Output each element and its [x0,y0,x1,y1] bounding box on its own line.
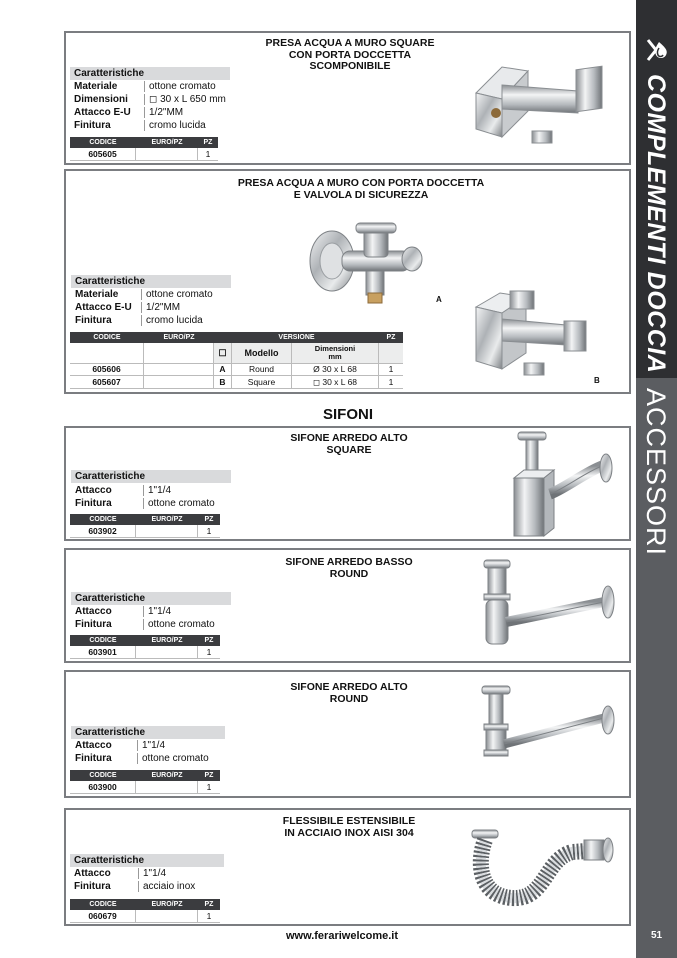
product-title: SIFONE ARREDO ALTO ROUND [290,681,408,705]
section-title: SIFONI [322,406,373,423]
sidebar-subcategory-title: ACCESSORI [641,388,671,557]
spec-row: Materiale ottone cromato [74,81,216,92]
product-card-603901 [64,548,631,663]
spec-row: Attacco 1"1/4 [74,868,167,879]
page-number: 51 [650,930,663,941]
product-title: PRESA ACQUA A MURO CON PORTA DOCCETTA E VALVOLA DI SICUREZZA [237,177,485,201]
price-table-header: CODICE EURO/PZ PZ [70,635,220,646]
product-image-siphon-low-round [476,558,626,648]
table-row: 603900 1 [70,781,220,794]
brand-logo-icon [642,36,670,64]
product-card-603900 [64,670,631,798]
specs-header: Caratteristiche [71,275,231,288]
table-row: 605605 1 [70,148,218,161]
spec-row: Finitura cromo lucida [74,120,206,131]
product-card-605605 [64,31,631,165]
spec-row: Finitura ottone cromato [75,619,215,630]
product-image-shower-bracket-square [468,55,614,145]
image-label-a: A [436,295,442,304]
price-table-header: CODICE EURO/PZ PZ [70,899,220,910]
price-table-header: CODICE EURO/PZ VERSIONE PZ [70,332,403,343]
product-image-siphon-tall-square [506,430,616,540]
product-card-060679 [64,808,631,926]
spec-row: Finitura acciaio inox [74,881,196,892]
table-row: 605606 A Round Ø 30 x L 68 1 [70,363,403,376]
price-table-header: CODICE EURO/PZ PZ [70,514,220,525]
spec-row: Attacco E-U 1/2"MM [75,302,181,313]
table-row: 060679 1 [70,910,220,923]
spec-row: Materiale ottone cromato [75,289,213,300]
product-card-603902 [64,426,631,541]
price-table-header: CODICE EURO/PZ PZ [70,770,220,781]
product-image-flexible-hose [466,824,616,910]
table-row: 605607 B Square ◻ 30 x L 68 1 [70,376,403,389]
product-card-605606-605607 [64,169,631,394]
product-title: PRESA ACQUA A MURO SQUARE CON PORTA DOCCETTA SCOMPONIBILE [265,37,435,72]
product-image-shower-outlet-round-a [302,217,432,309]
footer-website[interactable]: www.ferariwelcome.it [285,930,399,942]
specs-header: Caratteristiche [71,470,231,483]
spec-row: Attacco E-U 1/2"MM [74,107,184,118]
sidebar-category-title: COMPLEMENTI DOCCIA [642,74,670,374]
spec-row: Finitura cromo lucida [75,315,203,326]
spec-row: Attacco 1"1/4 [75,485,172,496]
spec-row: Finitura ottone cromato [75,753,209,764]
product-title: SIFONE ARREDO BASSO ROUND [285,556,413,580]
specs-header: Caratteristiche [71,726,225,739]
sidebar-category-band [636,0,677,378]
specs-header: Caratteristiche [70,67,230,80]
table-row: 603902 1 [70,525,220,538]
specs-header: Caratteristiche [70,854,224,867]
spec-row: Attacco 1"1/4 [75,606,172,617]
price-table-header: CODICE EURO/PZ PZ [70,137,218,148]
sidebar [636,0,677,958]
spec-row: Dimensioni ◻ 30 x L 650 mm [74,94,226,105]
product-image-shower-outlet-square-b [466,283,606,383]
table-subheader-row: ☐ Modello Dimensioni mm [70,343,403,364]
table-row: 603901 1 [70,646,220,659]
image-label-b: B [594,376,600,385]
spec-row: Attacco 1"1/4 [75,740,166,751]
product-title: FLESSIBILE ESTENSIBILE IN ACCIAIO INOX AISI 304 [282,815,416,839]
product-image-siphon-tall-round [476,684,626,774]
specs-header: Caratteristiche [71,592,231,605]
product-title: SIFONE ARREDO ALTO SQUARE [290,432,408,456]
spec-row: Finitura ottone cromato [75,498,215,509]
